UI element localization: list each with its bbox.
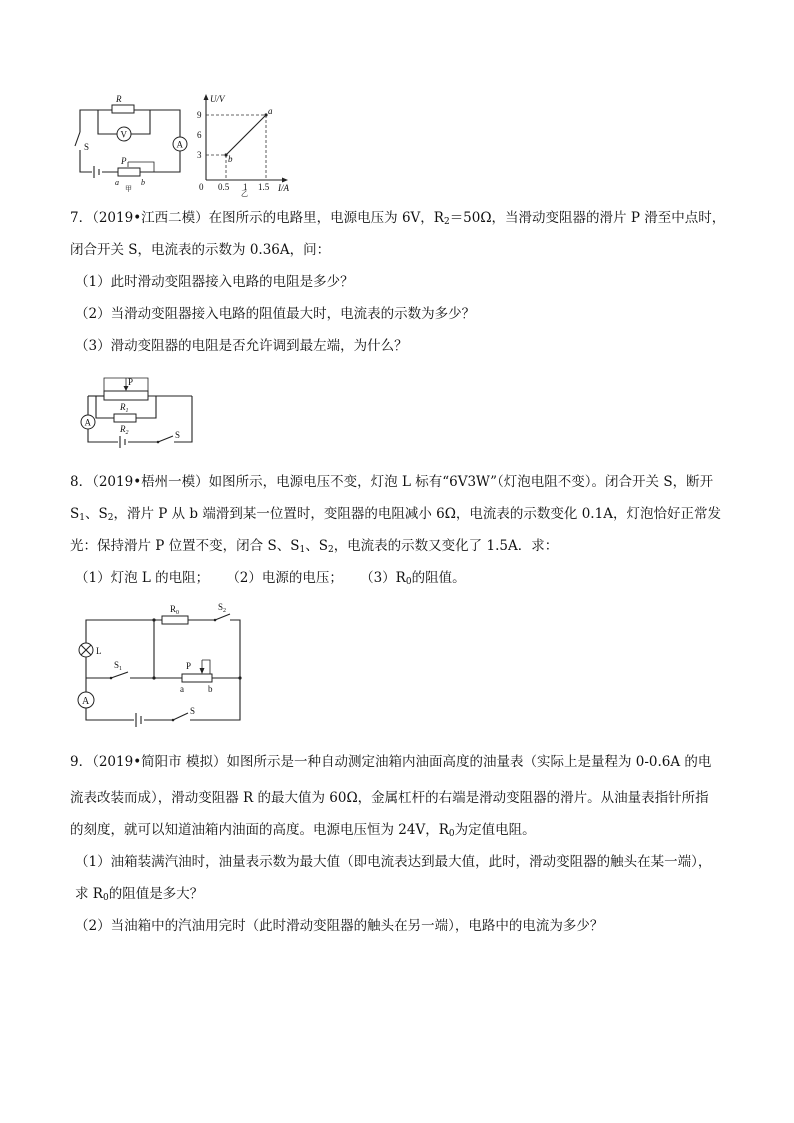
q9-subquestion-1-line-1: （1）油箱装满汽油时，油量表示数为最大值（即电流表达到最大值，此时，滑动变阻器的触头在某一端）， xyxy=(75,854,712,870)
switch-S-label: S xyxy=(175,430,181,440)
ammeter-label: A xyxy=(82,696,90,707)
slider-P-label: P xyxy=(121,156,127,166)
y-axis-label: U/V xyxy=(210,94,225,104)
q7-subquestion-2: （2）当滑动变阻器接入电路的阻值最大时，电流表的示数为多少？ xyxy=(75,306,476,322)
point-b-label: b xyxy=(228,154,233,164)
q7-stem-line-2: 闭合开关 S，电流表的示数为 0.36A，问： xyxy=(70,242,331,258)
slider-P-label: P xyxy=(128,377,134,387)
switch-S-label: S xyxy=(84,142,90,152)
figure-8-circuit xyxy=(74,600,249,726)
x-tick-0-5: 0.5 xyxy=(218,182,230,192)
q7-stem-line-1: 7．（2019•江西二模）在图所示的电路里，电源电压为 6V，$R_2=50\Omega$，当滑动变阻器的滑片 P 滑至中点时， xyxy=(70,210,726,227)
q8-stem-line-3: 光：保持滑片 P 位置不变，闭合 S、$S_1$、$S_2$，电流表的示数又变化了 1.5A．求： xyxy=(70,538,559,555)
resistor-R2-label: $R_2$ xyxy=(120,424,129,436)
slider-P-label: P xyxy=(186,661,192,671)
figure-7-circuit xyxy=(74,366,204,452)
q8-stem-line-2: $S_1$、$S_2$，滑片 P 从 b 端滑到某一位置时，变阻器的电阻减小 6Ω，电流表的示数变化 0.1A，灯泡恰好正常发 xyxy=(70,506,721,523)
q9-stem-line-2: 流表改装而成），滑动变阻器 R 的最大值为 60Ω，金属杠杆的右端是滑动变阻器的滑片。从油量表指针所指 xyxy=(70,790,709,806)
q9-stem-line-1: 9．（2019•简阳市 模拟）如图所示是一种自动测定油箱内油面高度的油量表（实际上是量程为 0-0.6A 的电 xyxy=(70,754,712,770)
x-tick-1-5: 1.5 xyxy=(258,182,270,192)
end-a-label: a xyxy=(115,178,119,187)
switch-S2-label: $S_2$ xyxy=(218,602,227,614)
q9-subquestion-1-line-2: 求 $R_0$的阻值是多大？ xyxy=(75,886,204,903)
end-b-label: b xyxy=(208,684,213,694)
ammeter-label: A xyxy=(84,417,91,428)
q8-stem-line-1: 8．（2019•梧州一模）如图所示，电源电压不变，灯泡 L 标有“6V3W”（灯泡电阻不变）。闭合开关 S，断开 xyxy=(70,474,714,490)
figure-jia-caption: 甲 xyxy=(125,185,132,193)
q7-subquestion-1: （1）此时滑动变阻器接入电路的电阻是多少？ xyxy=(75,274,354,290)
q7-subquestion-3: （3）滑动变阻器的电阻是否允许调到最左端，为什么？ xyxy=(75,338,408,354)
x-tick-1: 1 xyxy=(243,182,248,192)
end-b-label: b xyxy=(141,178,145,187)
figure-yi-caption: 乙 xyxy=(241,190,248,198)
y-tick-6: 6 xyxy=(197,130,202,140)
voltmeter-label: V xyxy=(120,129,127,140)
q8-subquestions: （1）灯泡 L 的电阻； （2）电源的电压； $(3)R_0$的阻值。 xyxy=(75,570,466,587)
x-axis-label: I/A xyxy=(278,183,289,193)
point-a-label: a xyxy=(268,106,273,116)
ammeter-label: A xyxy=(176,139,183,150)
y-tick-3: 3 xyxy=(197,150,202,160)
figure-6-circuit xyxy=(70,92,200,192)
q9-stem-line-3: 的刻度，就可以知道油箱内油面的高度。电源电压恒为 24V，$R_0$为定值电阻。 xyxy=(70,822,536,839)
x-tick-0: 0 xyxy=(199,182,204,192)
end-a-label: a xyxy=(180,684,184,694)
resistor-R0-label: $R_0$ xyxy=(170,604,180,616)
resistor-R1-label: $R_1$ xyxy=(120,402,129,414)
resistor-R-label: R xyxy=(116,94,122,104)
switch-S1-label: $S_1$ xyxy=(114,660,123,672)
y-tick-9: 9 xyxy=(197,110,202,120)
switch-S-label: S xyxy=(190,706,196,716)
q9-subquestion-2: （2）当油箱中的汽油用完时（此时滑动变阻器的触头在另一端），电路中的电流为多少？ xyxy=(75,918,604,934)
lamp-L-label: L xyxy=(96,646,102,656)
figure-6-graph xyxy=(196,92,296,198)
